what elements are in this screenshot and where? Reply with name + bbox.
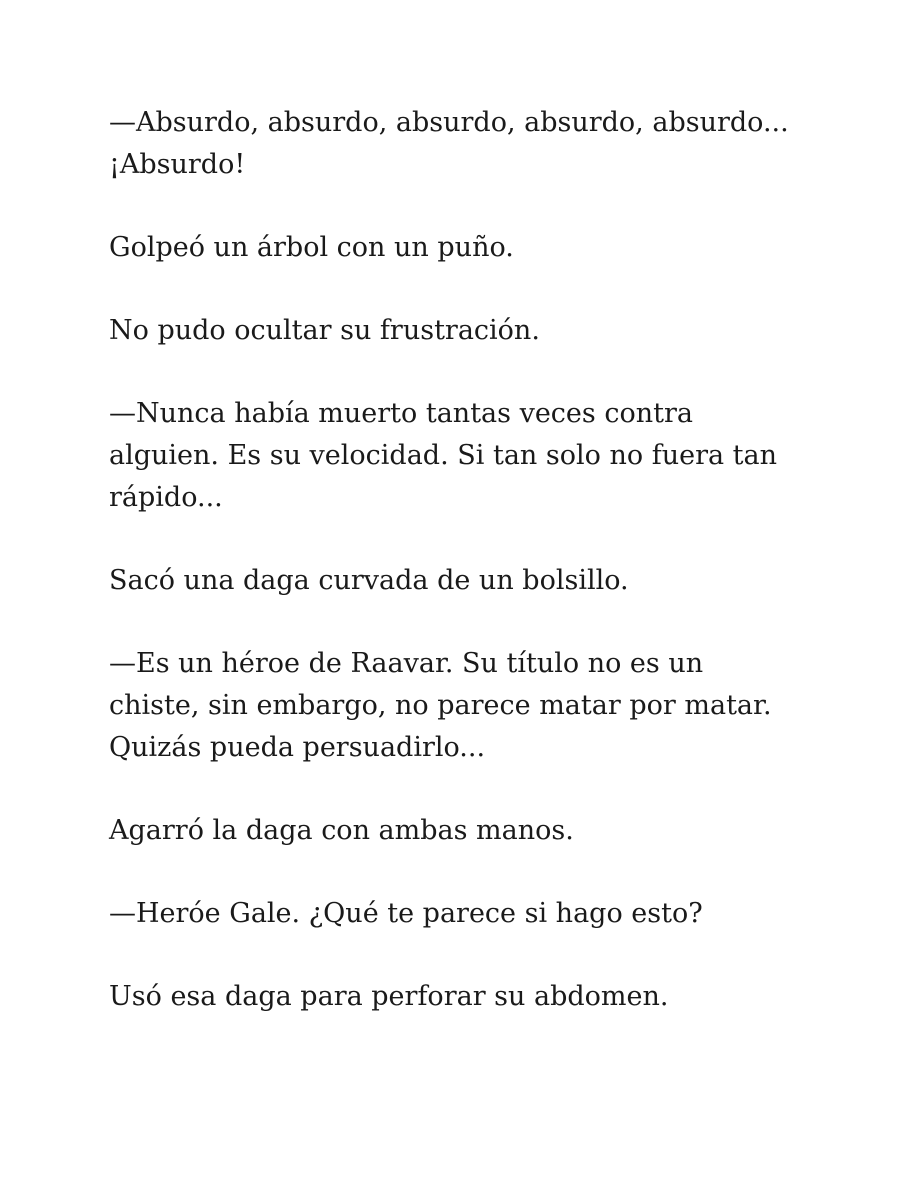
paragraph-6: —Es un héroe de Raavar. Su título no es un chiste, sin embargo, no parece matar por matar. Quizás pueda persuadirlo... bbox=[109, 648, 772, 763]
paragraph-8: —Heróe Gale. ¿Qué te parece si hago esto? bbox=[109, 898, 703, 929]
paragraph-9: Usó esa daga para perforar su abdomen. bbox=[109, 981, 669, 1012]
paragraph-4: —Nunca había muerto tantas veces contra alguien. Es su velocidad. Si tan solo no fuera tan rápido... bbox=[109, 398, 777, 513]
paragraph-1: —Absurdo, absurdo, absurdo, absurdo, absurdo... ¡Absurdo! bbox=[109, 107, 789, 180]
paragraph-3: No pudo ocultar su frustración. bbox=[109, 315, 540, 346]
paragraph-7: Agarró la daga con ambas manos. bbox=[109, 815, 574, 846]
text-body bbox=[109, 102, 799, 1059]
paragraph-5: Sacó una daga curvada de un bolsillo. bbox=[109, 565, 629, 596]
paragraph-2: Golpeó un árbol con un puño. bbox=[109, 232, 514, 263]
